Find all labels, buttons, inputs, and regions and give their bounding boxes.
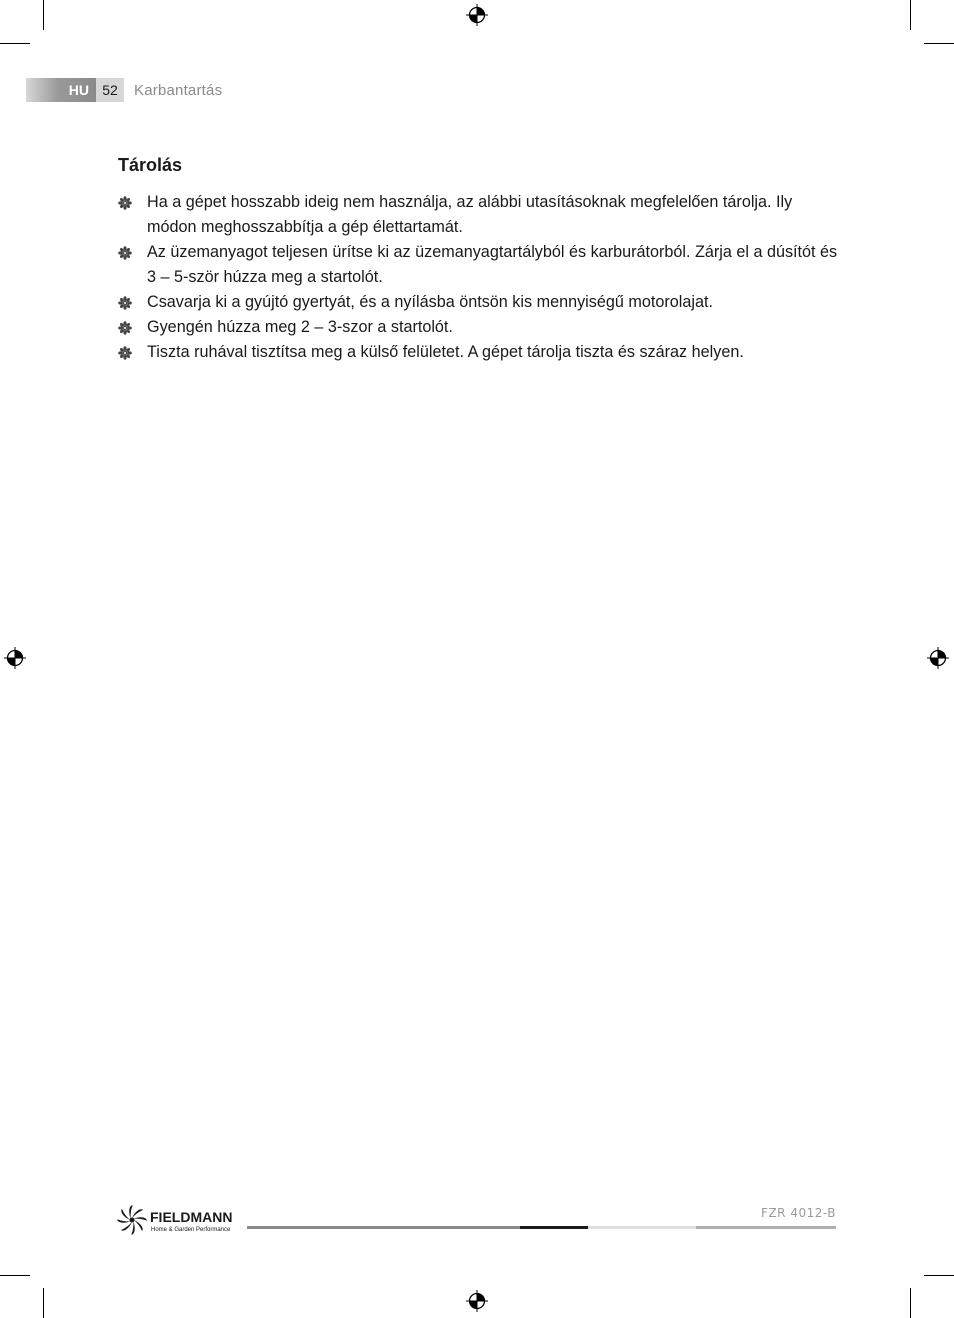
list-item-text: Ha a gépet hosszabb ideig nem használja, az alábbi utasításoknak megfelelően tárolja. Ily módon meghosszabbítja a gép élettartamát. — [147, 193, 793, 236]
storage-section — [118, 155, 838, 365]
instruction-list — [118, 190, 838, 365]
page-header — [26, 78, 222, 102]
flower-bullet-icon — [118, 246, 132, 260]
language-tag: HU — [26, 78, 96, 102]
list-item-text: Az üzemanyagot teljesen ürítse ki az üzemanyagtartályból és karburátorból. Zárja el a dúsítót és 3 – 5-ször húzza meg a startolót. — [147, 243, 838, 286]
crop-mark — [924, 43, 954, 44]
list-item — [118, 315, 838, 340]
registration-mark-icon — [466, 1290, 488, 1312]
brand-name: FIELDMANN — [150, 1209, 233, 1225]
list-item — [118, 290, 838, 315]
list-item-text: Gyengén húzza meg 2 – 3-szor a startolót. — [147, 318, 453, 336]
model-number: FZR 4012-B — [761, 1206, 836, 1220]
flower-bullet-icon — [118, 196, 132, 210]
crop-mark — [0, 43, 30, 44]
list-item — [118, 240, 838, 290]
section-heading: Tárolás — [118, 155, 183, 175]
flower-bullet-icon — [118, 321, 132, 335]
list-item — [118, 340, 838, 365]
registration-mark-icon — [466, 4, 488, 26]
page-number: 52 — [96, 78, 124, 102]
crop-mark — [910, 0, 911, 30]
section-title: Karbantartás — [134, 81, 223, 99]
crop-mark — [0, 1275, 30, 1276]
brand-tagline: Home & Garden Performance — [151, 1227, 231, 1233]
crop-mark — [43, 1288, 44, 1318]
crop-mark — [924, 1275, 954, 1276]
crop-mark — [43, 0, 44, 30]
list-item — [118, 190, 838, 240]
crop-mark — [910, 1288, 911, 1318]
flower-bullet-icon — [118, 346, 132, 360]
registration-mark-icon — [4, 647, 26, 669]
flower-bullet-icon — [118, 296, 132, 310]
list-item-text: Csavarja ki a gyújtó gyertyát, és a nyílásba öntsön kis mennyiségű motorolajat. — [147, 293, 713, 311]
list-item-text: Tiszta ruhával tisztítsa meg a külső felületet. A gépet tárolja tiszta és száraz helyen. — [147, 343, 744, 361]
footer-divider — [247, 1226, 836, 1229]
fieldmann-logo-icon — [117, 1204, 249, 1236]
registration-mark-icon — [927, 647, 949, 669]
